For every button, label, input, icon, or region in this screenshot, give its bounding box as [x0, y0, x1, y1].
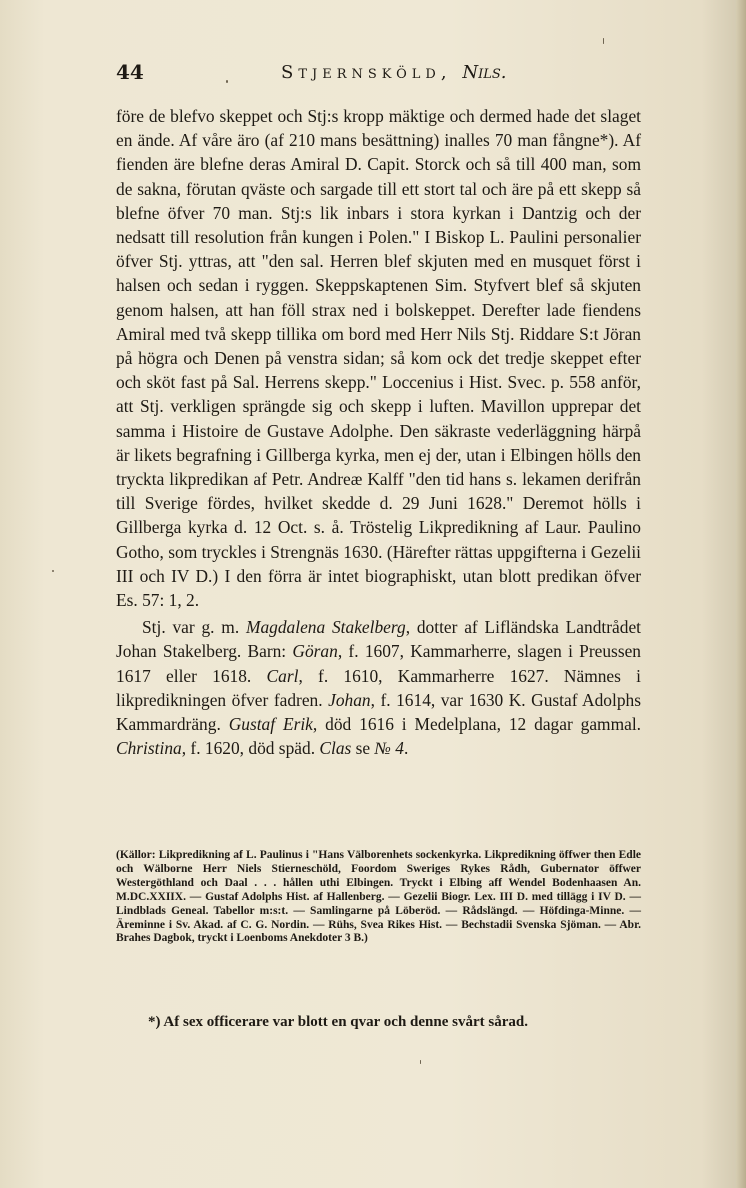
sources-note: (Källor: Likpredikning af L. Paulinus i "Hans Välborenhets sockenkyrka. Likpredikning öffwer then Edle och Wälborne Herr Niels Stierneschöld, Foordom Sweriges Rykes Rådh, Gubernator öffwer Westergöthland och Daal . . . hållen uthi Elbingen. Tryckt i Elbing aff Wendel Bodenhaasen An. M.DC.XXIIX. — Gustaf Adolphs Hist. af Hallenberg. — Gezelii Biogr. Lex. III D. med tillägg i IV D. — Lindblads Geneal. Tabellor m:s:t. — Samlingarne på Löberöd. — Rådslängd. — Höfdinga-Minne. — Äreminne i Sv. Akad. af C. G. Nordin. — Rühs, Svea Rikes Hist. — Bechstadii Svenska Sjöman. — Abr. Brahes Dagbok, tryckt i Loenboms Anekdoter 3 B.)	[116, 849, 641, 945]
text-run: , död 1616 i Medelplana, 12 dagar gammal.	[312, 714, 642, 735]
page-number: 44	[116, 60, 144, 84]
wife-name: Magdalena Stakelberg	[245, 617, 406, 638]
text-run: .	[403, 738, 409, 759]
running-head-name: Nils.	[462, 62, 507, 83]
running-head-title: Stjernsköld,	[281, 62, 452, 83]
child-name: Carl	[266, 665, 299, 686]
child-name: Gustaf Erik	[228, 714, 313, 735]
text-run: , f. 1610, Kammarherre 1627. Nämnes i likpredikningen öfver fadren.	[116, 665, 641, 710]
cross-reference: № 4	[374, 738, 404, 759]
text-run: Stj. var g. m.	[142, 617, 246, 638]
body-text	[116, 104, 641, 760]
child-name: Johan	[328, 689, 371, 710]
paper-speck	[420, 1060, 421, 1064]
text-run: se	[351, 738, 375, 759]
child-name: Christina	[116, 738, 182, 759]
text-run: , f. 1614, var 1630 K. Gustaf Adolphs Kammardräng.	[116, 689, 641, 735]
running-head	[281, 62, 506, 83]
paper-speck	[52, 570, 54, 572]
text-run: , dotter af Lifländska Landtrådet Johan Stakelberg. Barn:	[116, 617, 641, 662]
child-name: Göran	[292, 641, 338, 662]
child-name: Clas	[319, 738, 352, 759]
page-edge	[736, 0, 746, 1188]
paper-speck	[603, 38, 604, 44]
page-header	[116, 60, 656, 94]
text-run: , f. 1607, Kammarherre, slagen i Preussen 1617 eller 1618.	[116, 641, 641, 686]
paragraph-2	[116, 615, 641, 760]
paragraph-1: före de blefvo skeppet och Stj:s kropp mäktige och dermed hade det slaget en ände. Af våre äro (af 210 mans besättning) inalles 70 man fångne*). Af fienden äre blefne deras Amiral D. Capit. Storck och så till 400 man, som de sakna, förutan qväste och sargade till ett stort tal och äre på ett skepp så blefne öfver 70 man. Stj:s lik inbars i stora kyrkan i Dantzig och der nedsatt till resolution från kungen i Polen." I Biskop L. Paulini personalier öfver Stj. yttras, att "den sal. Herren blef skjuten med en musquet först i halsen och sedan i ryggen. Skeppskaptenen Sim. Styfvert blef så skjuten genom halsen, att han föll strax ned i bolskeppet. Derefter lade fiendens Amiral med två skepp tillika om bord med Herr Nils Stj. Riddare S:t Jöran på högra och Denen på venstra sidan; så kom ock det tredje skeppet efter och sköt fast på Sal. Herrens skepp." Loccenius i Hist. Svec. p. 558 anför, att Stj. verkligen sprängde sig och skepp i luften. Mavillon upprepar det samma i Histoire de Gustave Adolphe. Den säkraste vederläggning härpå är likets begrafning i Gillberga kyrka, men ej der, utan i Elbingen hölls den tryckta likpredikan af Petr. Andreæ Kalff "den tid hans s. lekamen derifrån till Sverige fördes, hvilket skedde d. 29 Juni 1628." Deremot hölls i Gillberga kyrka d. 12 Oct. s. å. Tröstelig Likpredikning af Laur. Paulino Gotho, som tryckles i Strengnäs 1630. (Härefter rättas uppgifterna i Gezelii III och IV D.) I den förra är intet biographiskt, utan blott predikan öfver Es. 57: 1, 2.	[116, 106, 641, 611]
text-run: , f. 1620, död späd.	[181, 738, 320, 759]
footnote: *) Af sex officerare var blott en qvar och denne svårt sårad.	[148, 1014, 528, 1030]
